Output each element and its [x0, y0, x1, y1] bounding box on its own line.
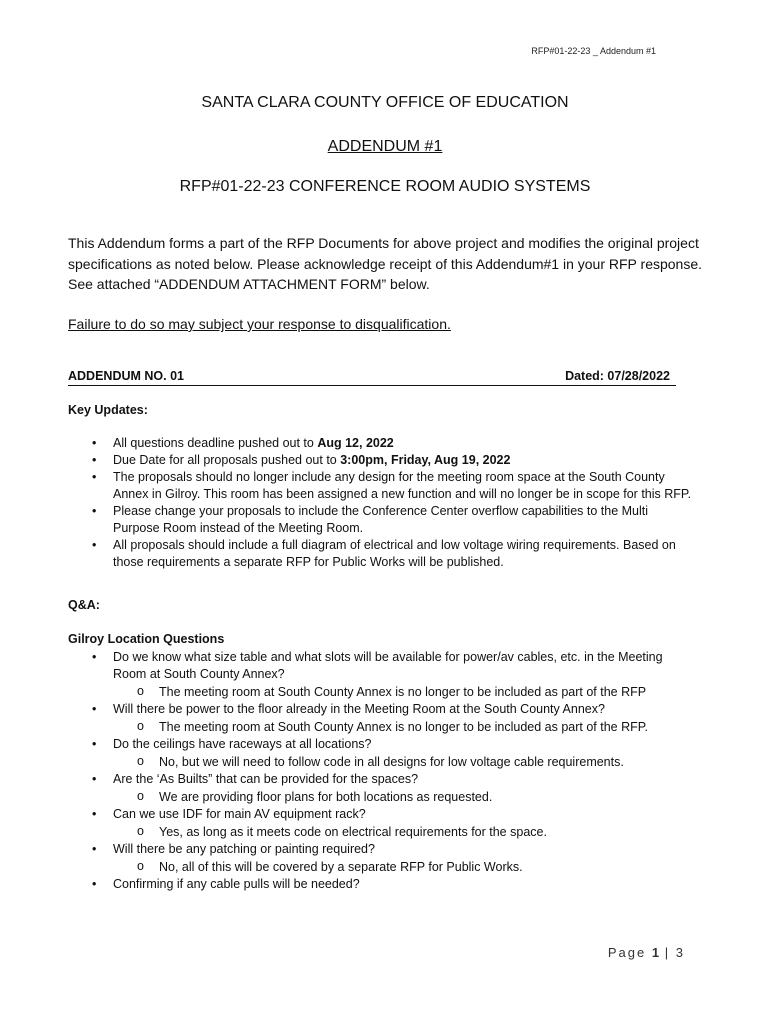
qa-question: Confirming if any cable pulls will be needed?: [113, 877, 360, 891]
qa-item: [0, 806, 693, 841]
bullet-icon: •: [92, 702, 97, 716]
key-update-emphasis: 3:00pm, Friday, Aug 19, 2022: [340, 453, 511, 467]
sub-bullet-icon: o: [137, 719, 144, 733]
qa-question: Will there be any patching or painting required?: [113, 842, 375, 856]
qa-answer-item: [113, 858, 693, 876]
qa-question: Will there be power to the floor already in the Meeting Room at the South County Annex?: [113, 702, 605, 716]
key-update-text: All questions deadline pushed out to: [113, 436, 318, 450]
qa-answer: No, but we will need to follow code in all designs for low voltage cable requirements.: [159, 755, 624, 769]
qa-item: [0, 771, 693, 806]
page-footer: [608, 945, 685, 960]
sub-bullet-icon: o: [137, 684, 144, 698]
qa-list: [0, 649, 693, 893]
addendum-number: ADDENDUM NO. 01: [68, 369, 184, 383]
key-update-item: [0, 537, 693, 571]
key-update-item: [0, 435, 693, 452]
bullet-icon: •: [92, 650, 97, 664]
qa-item: [0, 649, 693, 701]
key-updates-heading: Key Updates:: [68, 403, 148, 417]
qa-answer-item: [113, 823, 693, 841]
key-updates-list: [0, 435, 693, 571]
qa-answer: The meeting room at South County Annex is no longer to be included as part of the RFP: [159, 685, 647, 699]
bullet-icon: •: [92, 470, 97, 484]
sub-bullet-icon: o: [137, 754, 144, 768]
page-separator: |: [664, 945, 671, 960]
key-update-item: [0, 469, 693, 503]
bullet-icon: •: [92, 807, 97, 821]
qa-answer-item: [113, 718, 693, 736]
qa-question: Do the ceilings have raceways at all locations?: [113, 737, 372, 751]
key-update-text: Due Date for all proposals pushed out to: [113, 453, 341, 467]
qa-item: [0, 701, 693, 736]
sub-bullet-icon: o: [137, 859, 144, 873]
addendum-date: Dated: 07/28/2022: [565, 369, 670, 383]
addendum-title: ADDENDUM #1: [327, 138, 443, 155]
qa-answer-item: [113, 683, 693, 701]
bullet-icon: •: [92, 453, 97, 467]
failure-notice: Failure to do so may subject your response to disqualification.: [68, 316, 451, 332]
key-update-item: [0, 503, 693, 537]
qa-question: Are the ‘As Builts” that can be provided for the spaces?: [113, 772, 419, 786]
qa-answer: Yes, as long as it meets code on electrical requirements for the space.: [159, 825, 547, 839]
bullet-icon: •: [92, 538, 97, 552]
key-update-text: The proposals should no longer include any design for the meeting room space at the South County Annex in Gilroy. This room has been assigned a new function and will no longer be in scope for this RFP.: [113, 470, 692, 501]
qa-question: Can we use IDF for main AV equipment rack?: [113, 807, 366, 821]
page-number: 1: [651, 945, 660, 960]
bullet-icon: •: [92, 772, 97, 786]
qa-heading: Q&A:: [68, 598, 100, 612]
qa-answer: We are providing floor plans for both locations as requested.: [159, 790, 493, 804]
header-reference: RFP#01-22-23 _ Addendum #1: [531, 46, 656, 56]
bullet-icon: •: [92, 877, 97, 891]
qa-item: [0, 736, 693, 771]
key-update-item: [0, 452, 693, 469]
qa-answer-item: [113, 753, 693, 771]
sub-bullet-icon: o: [137, 789, 144, 803]
sub-bullet-icon: o: [137, 824, 144, 838]
page-total: 3: [675, 945, 685, 960]
bullet-icon: •: [92, 737, 97, 751]
qa-answer: No, all of this will be covered by a separate RFP for Public Works.: [159, 860, 523, 874]
organization-title: SANTA CLARA COUNTY OFFICE OF EDUCATION: [201, 94, 569, 111]
intro-paragraph: This Addendum forms a part of the RFP Documents for above project and modifies the original project specifications as noted below. Please acknowledge receipt of this Addendum#1 in your RFP response. See attached “ADDENDUM ATTACHMENT FORM” below.: [68, 235, 703, 292]
bullet-icon: •: [92, 842, 97, 856]
bullet-icon: •: [92, 436, 97, 450]
qa-item: [0, 841, 693, 876]
page-label: Page: [607, 945, 647, 960]
key-update-text: All proposals should include a full diagram of electrical and low voltage wiring requirements. Based on those requirements a separate RFP for Public Works will be published.: [113, 538, 676, 569]
qa-item: [0, 876, 693, 893]
gilroy-section-heading: Gilroy Location Questions: [68, 632, 225, 646]
qa-answer-item: [113, 788, 693, 806]
key-update-emphasis: Aug 12, 2022: [317, 436, 394, 450]
bullet-icon: •: [92, 504, 97, 518]
qa-answer: The meeting room at South County Annex is no longer to be included as part of the RFP.: [159, 720, 648, 734]
qa-question: Do we know what size table and what slots will be available for power/av cables, etc. in the Meeting Room at South County Annex?: [113, 650, 663, 681]
rfp-title: RFP#01-22-23 CONFERENCE ROOM AUDIO SYSTEMS: [179, 178, 591, 195]
key-update-text: Please change your proposals to include the Conference Center overflow capabilities to the Multi Purpose Room instead of the Meeting Room.: [113, 504, 649, 535]
addendum-bar: [68, 369, 676, 386]
